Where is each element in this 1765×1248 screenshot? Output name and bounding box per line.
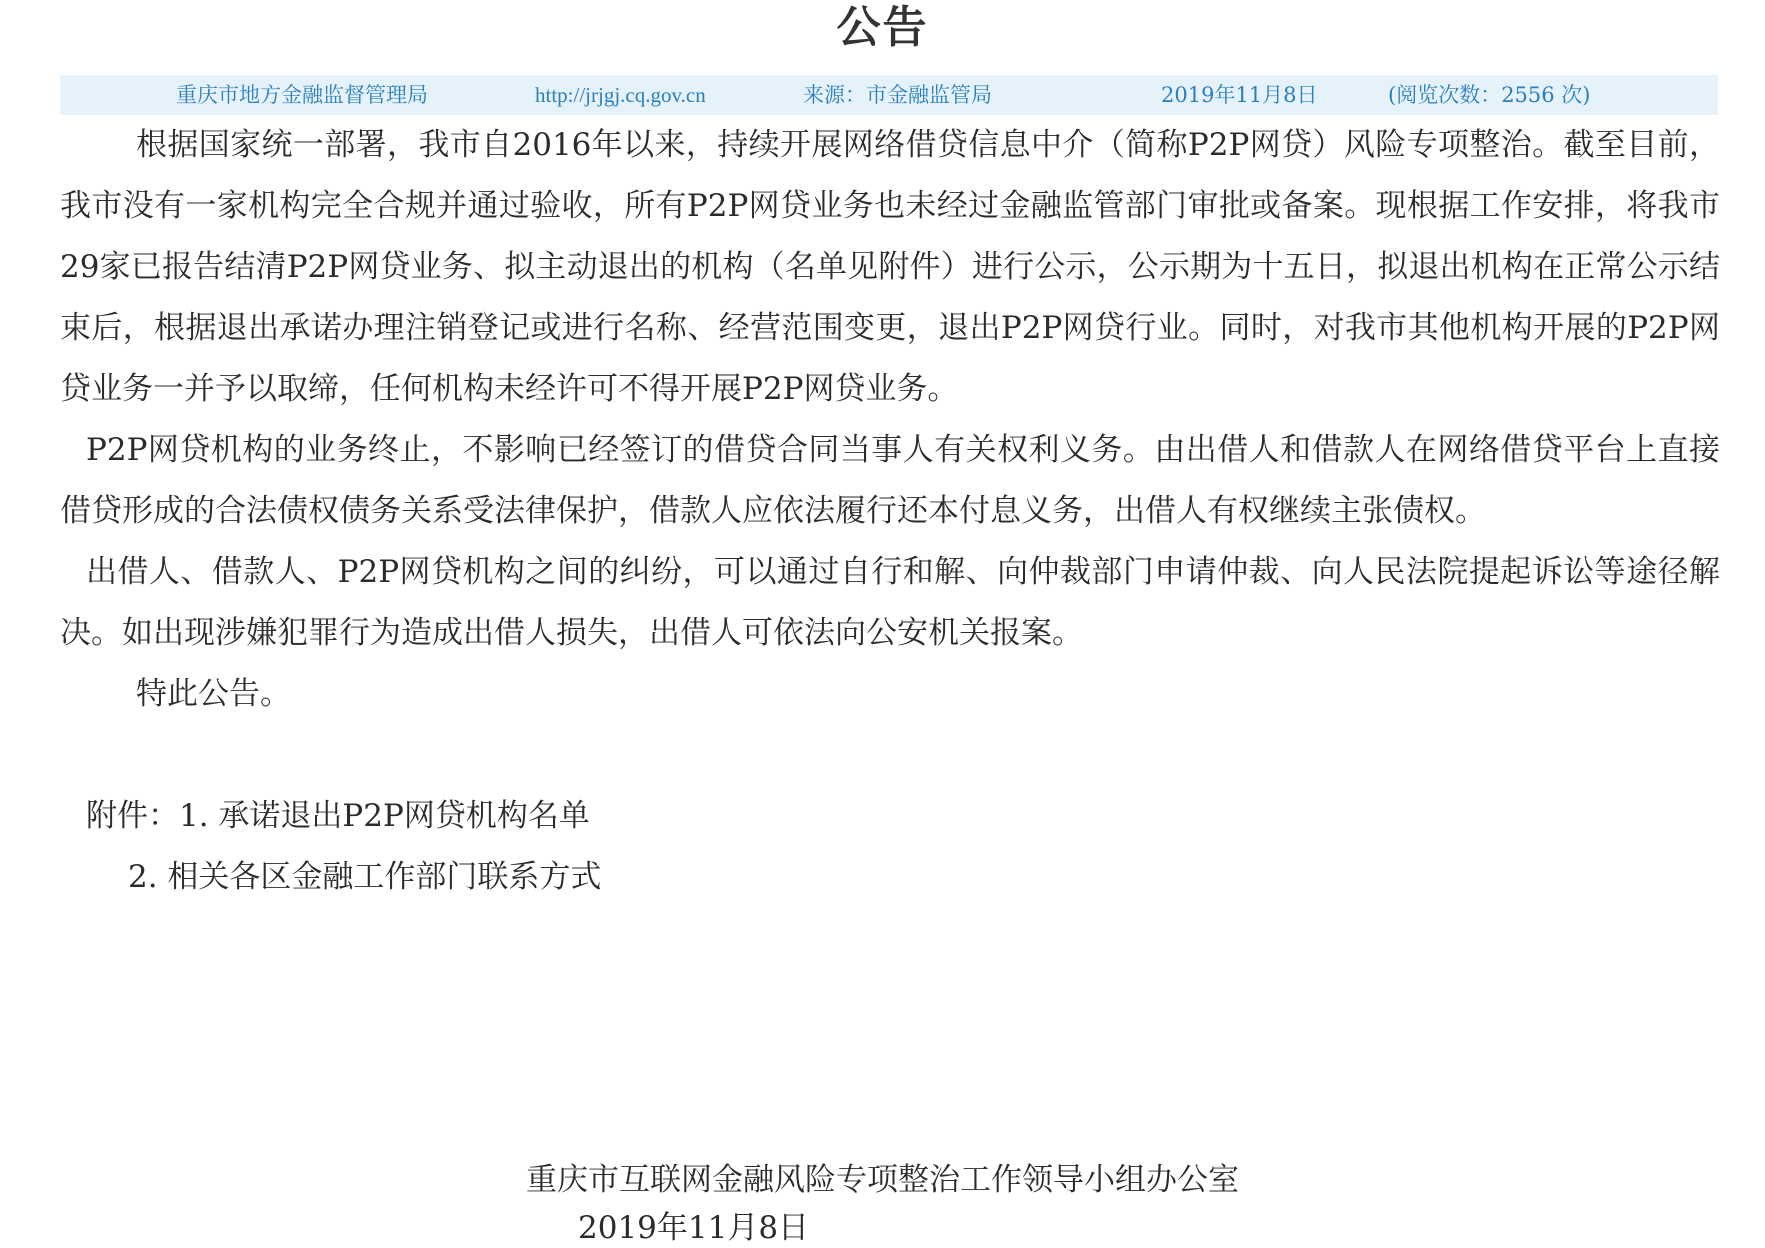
meta-publisher: 重庆市地方金融监督管理局 bbox=[176, 83, 428, 107]
attachment-item-2: 2. 相关各区金融工作部门联系方式 bbox=[128, 859, 602, 895]
meta-source: 来源：市金融监管局 bbox=[803, 83, 992, 107]
paragraph-3: 出借人、借款人、P2P网贷机构之间的纠纷，可以通过自行和解、向仲裁部门申请仲裁、向人民法院提起诉讼等途径解决。如出现涉嫌犯罪行为造成出借人损失，出借人可依法向公安机关报案。 bbox=[60, 554, 1720, 651]
meta-date: 2019年11月8日 bbox=[1161, 83, 1318, 107]
signature-org: 重庆市互联网金融风险专项整治工作领导小组办公室 bbox=[526, 1162, 1239, 1198]
closing-line: 特此公告。 bbox=[136, 676, 291, 712]
meta-view-count: (阅览次数：2556 次) bbox=[1388, 83, 1591, 107]
article-body bbox=[60, 115, 1720, 908]
spacer bbox=[60, 725, 1720, 786]
signature-date: 2019年11月8日 bbox=[578, 1210, 810, 1246]
paragraph-2: P2P网贷机构的业务终止，不影响已经签订的借贷合同当事人有关权利义务。由出借人和借款人在网络借贷平台上直接借贷形成的合法债权债务关系受法律保护，借款人应依法履行还本付息义务，出借人有权继续主张债权。 bbox=[60, 432, 1720, 529]
attachment-item-1: 附件：1. 承诺退出P2P网贷机构名单 bbox=[86, 798, 590, 834]
page-title: 公告 bbox=[836, 2, 929, 53]
meta-bar bbox=[60, 75, 1718, 115]
paragraph-1: 根据国家统一部署，我市自2016年以来，持续开展网络借贷信息中介（简称P2P网贷）风险专项整治。截至目前，我市没有一家机构完全合规并通过验收，所有P2P网贷业务也未经过金融监管部门审批或备案。现根据工作安排，将我市29家已报告结清P2P网贷业务、拟主动退出的机构（名单见附件）进行公示，公示期为十五日，拟退出机构在正常公示结束后，根据退出承诺办理注销登记或进行名称、经营范围变更，退出P2P网贷行业。同时，对我市其他机构开展的P2P网贷业务一并予以取缔，任何机构未经许可不得开展P2P网贷业务。 bbox=[60, 127, 1720, 407]
meta-url: http://jrjgj.cq.gov.cn bbox=[535, 83, 706, 107]
